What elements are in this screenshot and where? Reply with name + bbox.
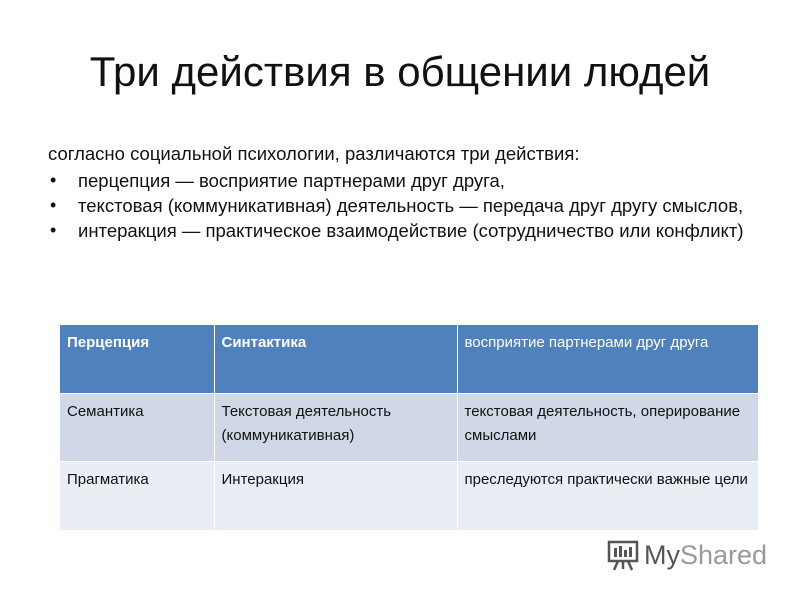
table-cell: Текстовая деятельность (коммуникативная) bbox=[214, 394, 457, 462]
table-cell: преследуются практически важные цели bbox=[457, 462, 758, 531]
myshared-logo bbox=[606, 538, 767, 572]
table-row bbox=[60, 462, 758, 531]
table-header-cell: Синтактика bbox=[214, 325, 457, 394]
logo-text: MyShared bbox=[644, 539, 768, 570]
bullet-item bbox=[48, 195, 748, 216]
slide-title: Три действия в общении людей bbox=[89, 48, 711, 95]
intro-text: согласно социальной психологии, различаются три действия: bbox=[48, 143, 580, 164]
bullet-text: текстовая (коммуникативная) деятельность — передача друг другу смыслов, bbox=[78, 195, 744, 216]
bullet-text: интеракция — практическое взаимодействие (сотрудничество или конфликт) bbox=[78, 220, 744, 241]
bullet-item bbox=[48, 220, 748, 241]
table-header-cell: Перцепция bbox=[60, 325, 214, 394]
table-cell: Прагматика bbox=[60, 462, 214, 531]
presentation-board-icon bbox=[606, 538, 640, 572]
slide-body bbox=[48, 143, 748, 245]
table-header-row bbox=[60, 325, 758, 394]
bullet-list bbox=[48, 170, 748, 241]
bullet-text: перцепция — восприятие партнерами друг друга, bbox=[78, 170, 505, 191]
bullet-item bbox=[48, 170, 748, 191]
bullet-dot-icon: • bbox=[50, 195, 57, 215]
comparison-table bbox=[60, 325, 759, 531]
table-cell: Семантика bbox=[60, 394, 214, 462]
table-cell: текстовая деятельность, оперирование смыслами bbox=[457, 394, 758, 462]
table-header-cell: восприятие партнерами друг друга bbox=[457, 325, 758, 394]
table-row bbox=[60, 394, 758, 462]
table-cell: Интеракция bbox=[214, 462, 457, 531]
bullet-dot-icon: • bbox=[50, 170, 57, 190]
bullet-dot-icon: • bbox=[50, 220, 57, 240]
